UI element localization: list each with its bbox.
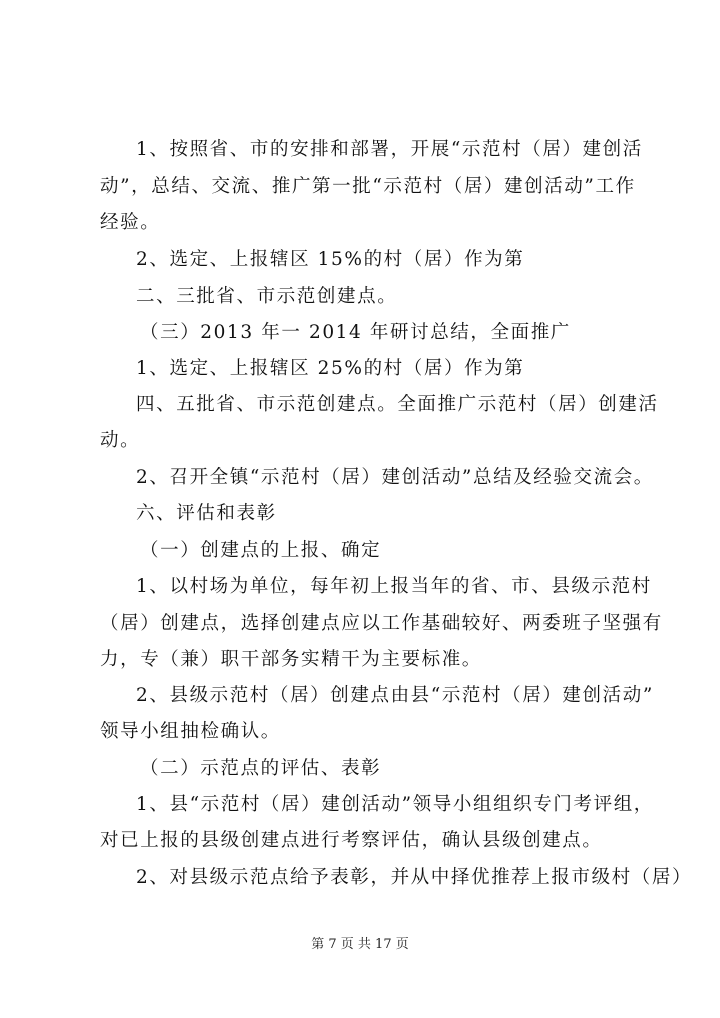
page-number: 第 7 页 共 17 页 <box>311 937 409 952</box>
paragraph-line: 2、对县级示范点给予表彰，并从中择优推荐上报市级村（居） <box>136 867 693 888</box>
paragraph-line: 2、召开全镇“示范村（居）建创活动”总结及经验交流会。 <box>136 467 654 488</box>
paragraph-line: 四、五批省、市示范创建点。全面推广示范村（居）创建活 <box>136 394 659 415</box>
section-heading: （一）创建点的上报、确定 <box>140 540 382 561</box>
paragraph-line: 1、选定、上报辖区 25%的村（居）作为第 <box>136 358 525 379</box>
paragraph-line: 1、按照省、市的安排和部署，开展“示范村（居）建创活 <box>136 139 643 160</box>
paragraph-line: 动”，总结、交流、推广第一批“示范村（居）建创活动”工作 <box>100 176 636 197</box>
paragraph-line: 领导小组抽检确认。 <box>100 721 281 742</box>
section-heading: （二）示范点的评估、表彰 <box>140 758 382 779</box>
section-heading: （三）2013 年一 2014 年研讨总结，全面推广 <box>140 322 571 343</box>
paragraph-line: 二、三批省、市示范创建点。 <box>136 286 398 307</box>
paragraph-line: 1、以村场为单位，每年初上报当年的省、市、县级示范村 <box>136 576 652 597</box>
paragraph-line: 2、县级示范村（居）创建点由县“示范村（居）建创活动” <box>136 685 654 706</box>
section-heading: 六、评估和表彰 <box>136 503 277 524</box>
paragraph-line: 动。 <box>100 430 141 451</box>
paragraph-line: 力，专（兼）职干部务实精干为主要标准。 <box>100 649 482 670</box>
paragraph-line: 2、选定、上报辖区 15%的村（居）作为第 <box>136 249 525 270</box>
paragraph-line: 1、县“示范村（居）建创活动”领导小组组织专门考评组， <box>136 794 654 815</box>
paragraph-line: 对已上报的县级创建点进行考察评估，确认县级创建点。 <box>100 830 603 851</box>
paragraph-line: （居）创建点，选择创建点应以工作基础较好、两委班子坚强有 <box>100 613 663 634</box>
paragraph-line: 经验。 <box>100 212 161 233</box>
